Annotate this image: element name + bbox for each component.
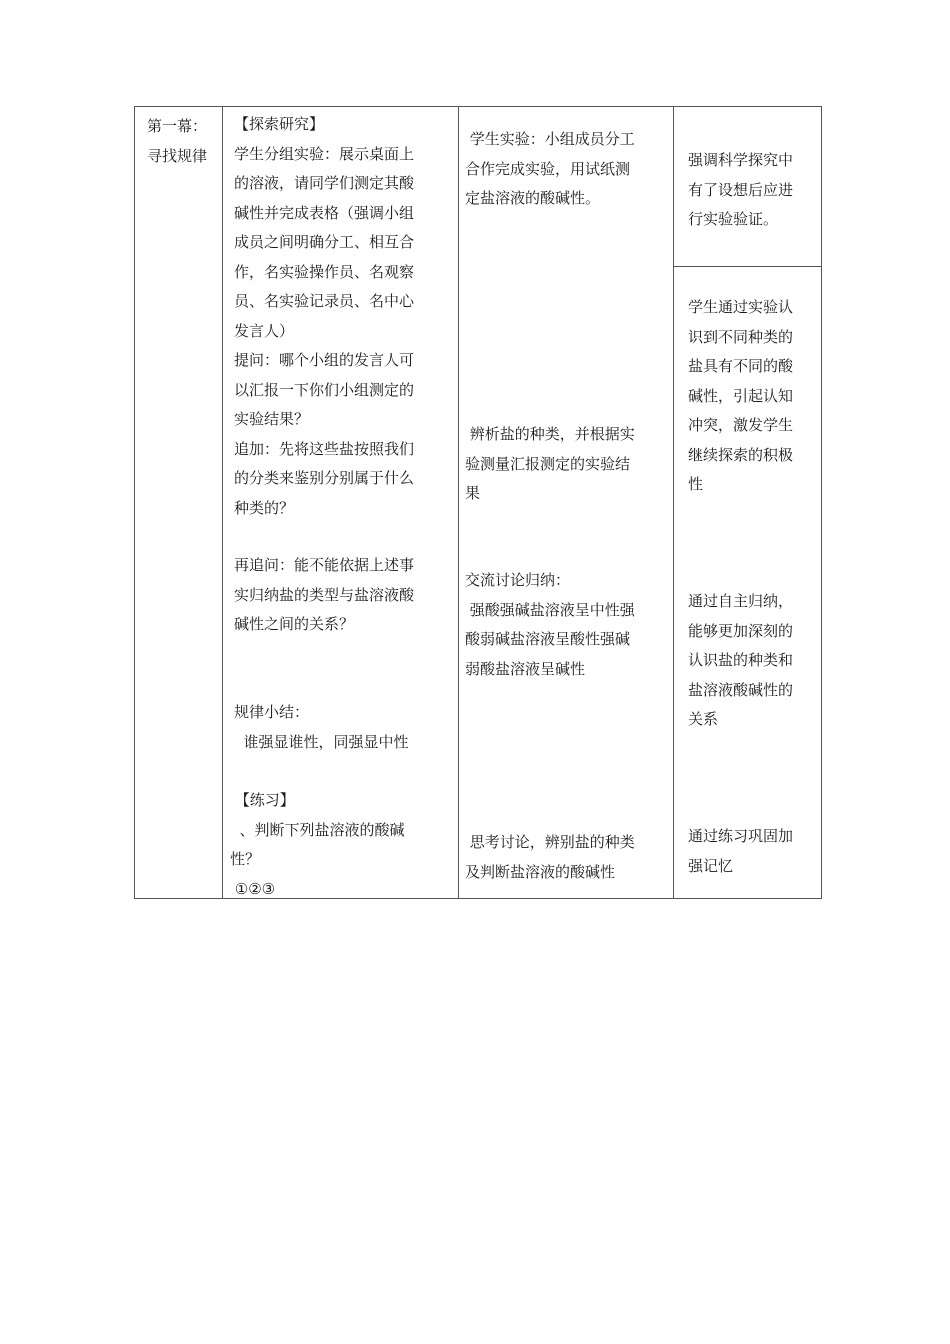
text-line: 寻找规律 [147,146,208,165]
text-line: 规律小结： [234,703,310,721]
text-line: 性？ [230,850,261,868]
text-line: 碱性，引起认知 [688,386,794,405]
row-divider-col4 [673,266,822,267]
student-discuss-text [465,566,635,684]
student-identify-text [465,420,635,509]
text-line: 识到不同种类的 [688,327,794,346]
text-line: 通过练习巩固加 [688,827,794,845]
text-line: 关系 [688,710,719,728]
column-divider-1 [222,107,223,898]
teacher-explore-text [234,110,414,523]
text-line: 谁强显谁性，同强显中性 [234,732,409,751]
text-line: 【探索研究】 [234,115,325,133]
text-line: 弱酸盐溶液呈碱性 [465,659,586,678]
text-line: 酸弱碱盐溶液呈酸性强碱 [465,630,631,648]
text-line: 学生通过实验认 [688,298,794,316]
text-line: 验测量汇报测定的实验结 [465,454,631,473]
text-line: 再追问：能不能依据上述事 [234,556,415,574]
text-line: 强调科学探究中 [688,151,794,169]
text-line: 【练习】 [230,791,295,809]
text-line: 盐溶液酸碱性的 [688,680,794,699]
teacher-followup-text [234,551,414,640]
text-line: 以汇报一下你们小组测定的 [234,380,415,399]
text-line: 实归纳盐的类型与盐溶液酸 [234,585,415,604]
intent-reinforce-text [688,822,793,881]
text-line: 盐具有不同的酸 [688,357,794,375]
text-line: 碱性并完成表格（强调小组 [234,203,415,222]
intent-induce-text [688,587,793,735]
text-line: 的溶液，请同学们测定其酸 [234,174,415,192]
intent-verify-text [688,146,793,235]
text-line: 作，名实验操作员、名观察 [234,262,415,281]
text-line: 碱性之间的关系？ [234,615,355,633]
text-line: 合作完成实验，用试纸测 [465,159,631,178]
text-line: 性 [688,475,704,493]
text-line: 追加：先将这些盐按照我们 [234,439,415,458]
teacher-practice-text [230,786,405,904]
text-line: 定盐溶液的酸碱性。 [465,189,601,207]
student-think-text [465,828,635,887]
text-line: 提问：哪个小组的发言人可 [234,351,415,369]
intent-conflict-text [688,293,793,500]
text-line: 实验结果？ [234,410,310,428]
student-experiment-text [465,125,635,214]
text-line: 有了设想后应进 [688,180,794,199]
scene-title [147,112,207,171]
text-line: 继续探索的积极 [688,445,794,464]
text-line: 通过自主归纳， [688,592,794,610]
text-line: 员、名实验记录员、名中心 [234,292,415,310]
text-line: 行实验验证。 [688,210,779,228]
text-line: 学生分组实验：展示桌面上 [234,144,415,163]
text-line: 冲突，激发学生 [688,416,794,434]
column-divider-2 [458,107,459,898]
text-line: 强记忆 [688,856,734,875]
text-line: 强酸强碱盐溶液呈中性强 [465,600,635,619]
text-line: 能够更加深刻的 [688,621,794,640]
text-line: 的分类来鉴别分别属于什么 [234,469,415,487]
text-line: 成员之间明确分工、相互合 [234,233,415,251]
text-line: 及判断盐溶液的酸碱性 [465,862,616,881]
text-line: 发言人） [234,321,295,340]
text-line: 果 [465,484,481,502]
text-line: ①②③ [230,879,276,898]
text-line: 、判断下列盐溶液的酸碱 [230,820,405,839]
text-line: 认识盐的种类和 [688,651,794,669]
text-line: 学生实验：小组成员分工 [465,130,635,148]
text-line: 种类的？ [234,498,295,517]
column-divider-3 [673,107,674,898]
teacher-summary-text [234,698,409,757]
text-line: 交流讨论归纳： [465,571,571,589]
text-line: 辨析盐的种类，并根据实 [465,425,635,443]
text-line: 思考讨论，辨别盐的种类 [465,833,635,851]
text-line: 第一幕： [147,117,208,135]
